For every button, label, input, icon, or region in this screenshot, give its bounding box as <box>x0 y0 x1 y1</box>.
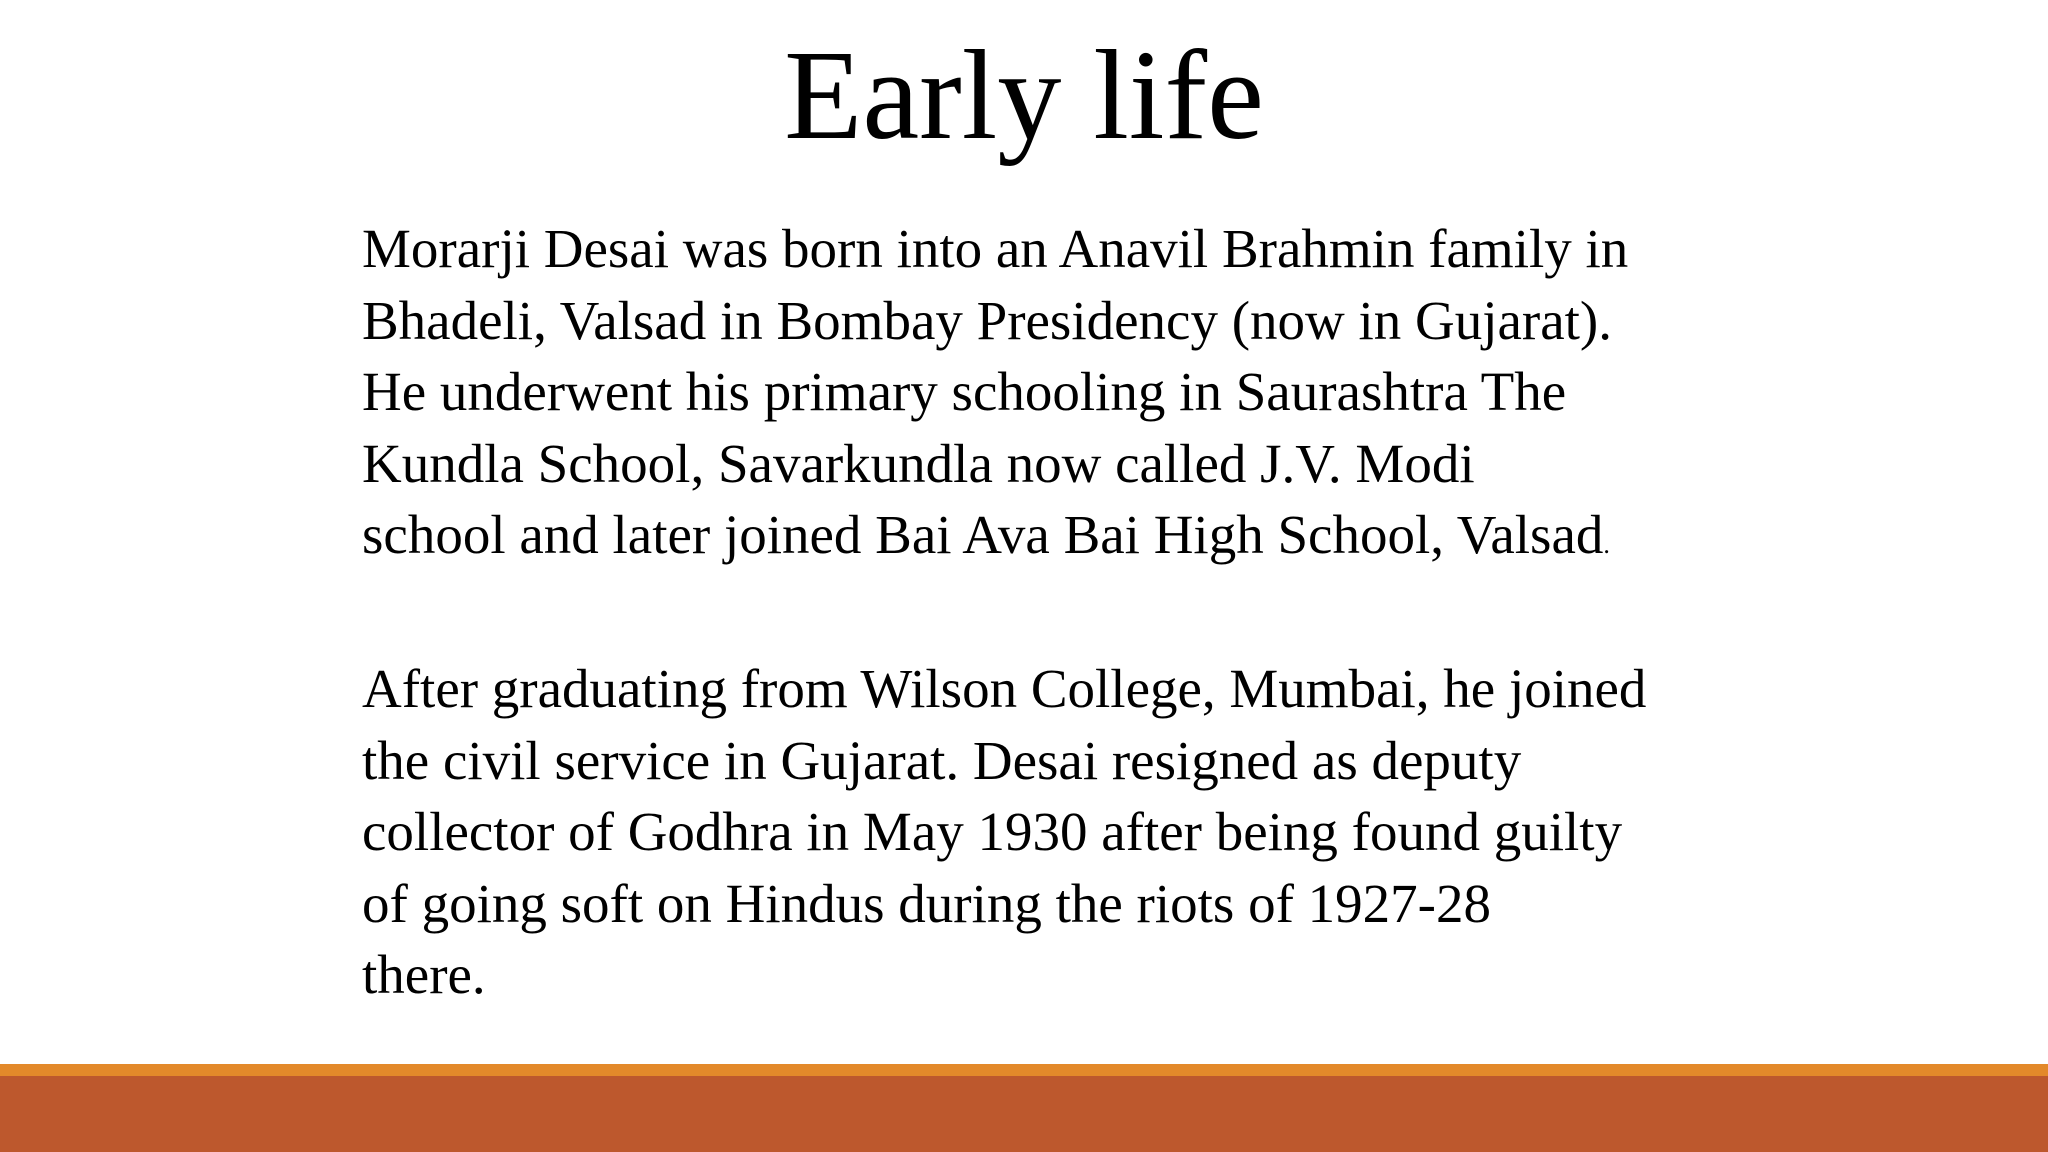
footer-accent-bar-thin <box>0 1064 2048 1076</box>
slide-title: Early life <box>784 24 1264 166</box>
paragraph-end-period: . <box>1603 530 1610 560</box>
paragraph-career: After graduating from Wilson College, Mumbai, he joined the civil service in Gujarat. Desai resigned as deputy collector of Godhra in May 1930 after being found guilty of going soft on Hindus during the riots of 1927-28 there. <box>362 657 1647 1006</box>
paragraph-birth-schooling <box>362 213 1822 581</box>
paragraph-birth-schooling-text: Morarji Desai was born into an Anavil Brahmin family in Bhadeli, Valsad in Bombay Presidency (now in Gujarat). He underwent his primary schooling in Saurashtra The Kundla School, Savarkundla now called J.V. Modi school and later joined Bai Ava Bai High School, Valsad <box>362 218 1629 566</box>
footer-accent-bar-thick <box>0 1076 2048 1152</box>
slide-body <box>362 213 1822 1011</box>
